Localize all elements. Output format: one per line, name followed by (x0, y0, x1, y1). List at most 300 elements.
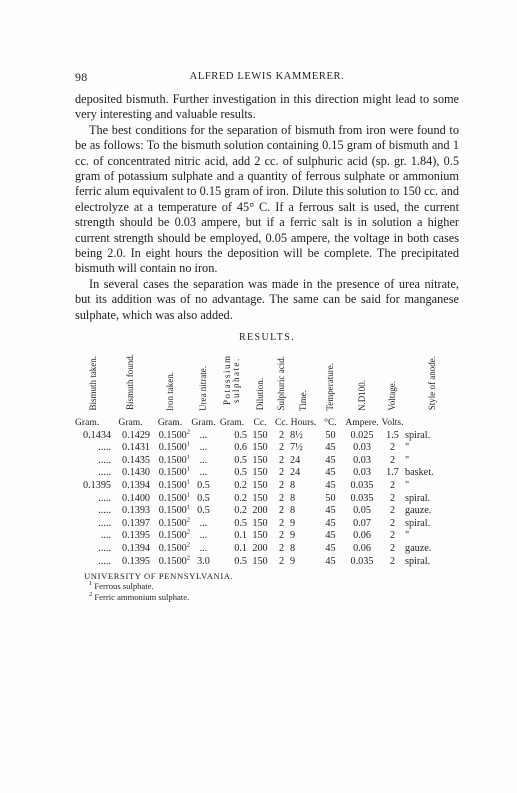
cell-value: 0.1500 (158, 543, 187, 555)
table-cell (290, 467, 317, 480)
table-cell (190, 556, 217, 569)
table-cell (247, 556, 273, 569)
footnote-text: Ferric ammonium sulphate. (94, 592, 190, 603)
cell-value: 0.5 (234, 454, 247, 466)
cell-value: 150 (252, 480, 268, 492)
table-cell (317, 480, 344, 493)
cell-value: 2 (389, 492, 396, 504)
table-cell (290, 480, 317, 493)
cell-value: 1.7 (386, 467, 399, 479)
table-cell (111, 455, 150, 468)
cell-value: ... (199, 530, 208, 542)
table-cell (317, 530, 344, 543)
table-cell (247, 505, 273, 518)
cell-value: 0.1500 (158, 442, 187, 454)
table-cell (344, 493, 380, 506)
table-cell (317, 556, 344, 569)
cell-value: 0.1500 (158, 505, 187, 517)
table-cell (217, 543, 247, 556)
cell-value: 0.1 (234, 543, 247, 555)
cell-value: 9 (290, 555, 296, 567)
table-cell (344, 543, 380, 556)
footnote-1 (89, 581, 459, 592)
cell-value: 0.5 (197, 505, 210, 517)
table-cell (190, 518, 217, 531)
page-number: 98 (75, 70, 88, 84)
cell-value: 2 (278, 543, 285, 555)
table-cell (150, 455, 190, 468)
cell-value: gauze. (405, 505, 432, 517)
table-cell (217, 467, 247, 480)
cell-value: 2 (389, 543, 396, 555)
cell-value: 0.03 (353, 454, 371, 466)
footnote-mark: 2 (89, 591, 93, 599)
unit-label: Cc. (253, 417, 267, 429)
footnote-ref: 1 (186, 466, 190, 474)
cell-value: 45 (325, 480, 336, 492)
footnote-mark: 1 (89, 580, 93, 588)
table-cell (273, 530, 290, 543)
table-row (75, 556, 459, 569)
cell-value: " (405, 454, 410, 466)
cell-value: ..... (98, 467, 111, 479)
table-cell (273, 493, 290, 506)
cell-value: ... (199, 467, 208, 479)
table-cell (75, 505, 111, 518)
cell-value: 50 (325, 429, 336, 441)
unit-label: Ampere. (345, 417, 379, 429)
cell-value: " (405, 530, 410, 542)
table-cell (150, 442, 190, 455)
cell-value: 0.1431 (121, 442, 150, 454)
table-cell (111, 430, 150, 443)
cell-value: 2 (278, 492, 285, 504)
table-cell (380, 493, 405, 506)
table-cell (190, 480, 217, 493)
cell-value: 8 (290, 543, 296, 555)
cell-value: 0.5 (197, 492, 210, 504)
column-header-label: Bismuth found. (125, 354, 135, 411)
table-cell (380, 455, 405, 468)
cell-value: 0.1430 (121, 467, 150, 479)
table-cell (273, 455, 290, 468)
cell-value: 7½ (290, 442, 303, 454)
table-cell (217, 518, 247, 531)
column-header (344, 347, 380, 415)
table-cell (290, 442, 317, 455)
table-cell (380, 543, 405, 556)
cell-value: 0.1395 (82, 480, 111, 492)
table-cell (344, 556, 380, 569)
table-cell (75, 455, 111, 468)
footnote-ref: 1 (186, 453, 190, 461)
table-cell (273, 467, 290, 480)
table-cell (405, 543, 459, 556)
table-cell (217, 505, 247, 518)
table-cell (111, 530, 150, 543)
table-cell (111, 505, 150, 518)
cell-value: 0.5 (234, 517, 247, 529)
cell-value: 150 (252, 454, 268, 466)
cell-value: " (405, 480, 410, 492)
table-cell (150, 518, 190, 531)
cell-value: 2 (389, 480, 396, 492)
cell-value: ..... (98, 543, 111, 555)
column-header (317, 347, 344, 415)
table-cell (111, 442, 150, 455)
column-header-label: N.D100. (356, 379, 367, 411)
cell-value: 0.1400 (121, 492, 150, 504)
table-cell (111, 493, 150, 506)
table-cell (344, 518, 380, 531)
table-cell (75, 442, 111, 455)
table-cell (150, 467, 190, 480)
footnote-ref: 2 (186, 554, 190, 562)
column-header (290, 347, 317, 415)
cell-value: ... (199, 429, 208, 441)
cell-value: 45 (325, 467, 336, 479)
table-cell (380, 518, 405, 531)
unit-label: °C. (324, 417, 337, 429)
footnote-ref: 1 (186, 478, 190, 486)
unit-label: Gram. (219, 417, 245, 429)
column-header-label: Time. (298, 389, 308, 411)
cell-value: 8 (290, 492, 296, 504)
table-cell (75, 480, 111, 493)
table-cell (405, 493, 459, 506)
column-header (273, 347, 290, 415)
column-header-label: Sulphuric acid. (276, 356, 286, 411)
cell-value: 45 (325, 555, 336, 567)
cell-value: 2 (278, 555, 285, 567)
column-header (75, 347, 111, 415)
cell-value: 0.2 (234, 505, 247, 517)
affiliation: UNIVERSITY OF PENNSYLVANIA. (84, 571, 234, 582)
table-cell (380, 480, 405, 493)
table-cell (247, 430, 273, 443)
table-cell (190, 505, 217, 518)
table-cell (75, 518, 111, 531)
cell-value: 0.6 (234, 442, 247, 454)
cell-value: 2 (278, 505, 285, 517)
table-cell (247, 493, 273, 506)
table-cell (217, 442, 247, 455)
cell-value: 0.07 (353, 517, 371, 529)
cell-value: ..... (98, 555, 111, 567)
cell-value: 8 (290, 480, 296, 492)
running-title: ALFRED LEWIS KAMMERER. (189, 71, 345, 82)
cell-value: 150 (252, 530, 268, 542)
cell-value: 0.5 (234, 467, 247, 479)
footnote-2 (89, 592, 459, 603)
cell-value: 0.1500 (158, 480, 187, 492)
paragraph-2: The best conditions for the separation of bismuth from iron were found to be as follows: To the bismuth solution containing 0.15 gram of bismuth and 1 cc. of concentrated nitric acid, add 2 cc. of sulphuric acid (sp. gr. 1.84), 0.5 gram of potassium sulphate and a quantity of ferrous sulphate or ammonium ferric alum equivalent to 0.15 gram of iron. Dilute this solution to 150 cc. and electrolyze at a temperature of 45° C. If a ferrous salt is used, the current strength should be 0.03 ampere, but if a ferric salt is in solution a higher current strength should be employed, 0.05 ampere, the voltage in both cases being 2.0. In eight hours the deposition will be complete. The precipitated bismuth will contain no iron. (75, 122, 459, 276)
table-cell (290, 556, 317, 569)
table-cell (317, 430, 344, 443)
footnote-ref: 2 (186, 516, 190, 524)
cell-value: 150 (252, 467, 268, 479)
column-header-label: Potassium sulphate. (222, 354, 241, 405)
table-cell (273, 543, 290, 556)
cell-value: 2 (278, 517, 285, 529)
table-cell (247, 530, 273, 543)
cell-value: 3.0 (197, 555, 210, 567)
cell-value: 0.06 (353, 530, 371, 542)
footnote-ref: 1 (186, 440, 190, 448)
cell-value: 0.1434 (82, 429, 111, 441)
table-cell (273, 518, 290, 531)
table-row (75, 518, 459, 531)
table-cell (273, 556, 290, 569)
column-header-label: Temperature. (325, 362, 335, 411)
table-cell (273, 430, 290, 443)
cell-value: 0.1435 (121, 454, 150, 466)
column-header-label: Iron taken. (164, 371, 175, 411)
cell-value: 0.2 (234, 492, 247, 504)
cell-value: 2 (278, 454, 285, 466)
table-cell (380, 430, 405, 443)
cell-value: 0.1429 (121, 429, 150, 441)
table-cell (405, 455, 459, 468)
results-table (75, 347, 459, 568)
table-cell (273, 505, 290, 518)
table-cell (317, 505, 344, 518)
cell-value: 9 (290, 530, 296, 542)
table-cell (217, 430, 247, 443)
table-cell (317, 467, 344, 480)
table-cell (150, 556, 190, 569)
table-cell (150, 493, 190, 506)
cell-value: 0.05 (353, 505, 371, 517)
cell-value: spiral. (405, 517, 431, 529)
table-row (75, 505, 459, 518)
table-cell (405, 530, 459, 543)
cell-value: 1.5 (386, 429, 399, 441)
cell-value: 150 (252, 429, 268, 441)
cell-value: ..... (98, 454, 111, 466)
table-cell (405, 430, 459, 443)
table-cell (405, 556, 459, 569)
table-cell (405, 467, 459, 480)
table-cell (290, 493, 317, 506)
table-cell (247, 467, 273, 480)
table-cell (150, 430, 190, 443)
cell-value: 2 (389, 442, 396, 454)
table-cell (317, 493, 344, 506)
footnote-text: Ferrous sulphate. (94, 581, 154, 592)
table-cell (290, 505, 317, 518)
column-header-label: Dilution. (254, 378, 265, 411)
cell-value: " (405, 442, 410, 454)
table-cell (317, 543, 344, 556)
table-cell (290, 455, 317, 468)
table-cell (317, 455, 344, 468)
cell-value: 45 (325, 454, 336, 466)
cell-value: 24 (290, 467, 301, 479)
table-row (75, 442, 459, 455)
table-cell (150, 530, 190, 543)
cell-value: 45 (325, 442, 336, 454)
cell-value: 0.1500 (158, 454, 187, 466)
table-cell (111, 543, 150, 556)
table-cell (190, 467, 217, 480)
table-cell (111, 518, 150, 531)
cell-value: 2 (278, 480, 285, 492)
table-cell (344, 467, 380, 480)
cell-value: ... (199, 442, 208, 454)
cell-value: gauze. (405, 543, 432, 555)
table-cell (405, 505, 459, 518)
unit-label: Volts. (381, 417, 404, 429)
table-cell (290, 530, 317, 543)
cell-value: 0.035 (350, 480, 374, 492)
table-cell (150, 480, 190, 493)
table-cell (75, 467, 111, 480)
column-header (111, 347, 150, 415)
cell-value: 0.1500 (158, 492, 187, 504)
results-title: RESULTS. (238, 332, 296, 344)
table-row (75, 480, 459, 493)
table-cell (380, 530, 405, 543)
cell-value: 0.1500 (158, 517, 187, 529)
cell-value: 0.035 (350, 492, 374, 504)
cell-value: 0.1394 (121, 480, 150, 492)
cell-value: 150 (252, 555, 268, 567)
table-cell (75, 530, 111, 543)
cell-value: 45 (325, 543, 336, 555)
table-cell (190, 493, 217, 506)
cell-value: 8½ (290, 429, 303, 441)
unit-label: Hours. (290, 417, 317, 429)
cell-value: basket. (405, 467, 434, 479)
table-cell (344, 505, 380, 518)
column-header (217, 347, 247, 415)
cell-value: 9 (290, 517, 296, 529)
table-cell (317, 442, 344, 455)
table-row (75, 493, 459, 506)
table-cell (190, 543, 217, 556)
table-row (75, 455, 459, 468)
table-cell (247, 480, 273, 493)
table-cell (290, 543, 317, 556)
cell-value: 150 (252, 517, 268, 529)
cell-value: 0.1500 (158, 555, 187, 567)
table-cell (380, 467, 405, 480)
column-header-label: Style of anode. (426, 356, 437, 411)
cell-value: 0.5 (234, 555, 247, 567)
cell-value: 8 (290, 505, 296, 517)
page-header (75, 70, 459, 88)
cell-value: ... (199, 454, 208, 466)
cell-value: 0.03 (353, 467, 371, 479)
table-cell (217, 493, 247, 506)
table-cell (380, 442, 405, 455)
cell-value: ... (199, 543, 208, 555)
cell-value: ... (199, 517, 208, 529)
table-row (75, 467, 459, 480)
cell-value: 0.06 (353, 543, 371, 555)
cell-value: 0.1397 (121, 517, 150, 529)
cell-value: 2 (278, 429, 285, 441)
cell-value: 0.1393 (121, 505, 150, 517)
cell-value: 0.03 (353, 442, 371, 454)
cell-value: 150 (252, 442, 268, 454)
table-cell (247, 518, 273, 531)
cell-value: .... (100, 530, 111, 542)
cell-value: 0.035 (350, 555, 374, 567)
table-cell (217, 530, 247, 543)
page (75, 70, 459, 603)
cell-value: ..... (98, 442, 111, 454)
cell-value: 0.1500 (158, 467, 187, 479)
column-header (150, 347, 190, 415)
table-cell (150, 505, 190, 518)
table-cell (217, 455, 247, 468)
table-cell (111, 480, 150, 493)
table-cell (190, 442, 217, 455)
column-header (247, 347, 273, 415)
column-header (380, 347, 405, 415)
cell-value: 2 (389, 555, 396, 567)
column-header-label: Bismuth taken. (87, 356, 98, 411)
cell-value: 0.1395 (121, 530, 150, 542)
unit-label: Gram. (191, 417, 216, 429)
table-cell (217, 480, 247, 493)
table-cell (190, 455, 217, 468)
cell-value: 0.1394 (121, 543, 150, 555)
footnote-ref: 2 (186, 541, 190, 549)
unit-label (405, 415, 459, 430)
cell-value: 200 (252, 543, 268, 555)
cell-value: 0.5 (197, 480, 210, 492)
cell-value: 0.1500 (158, 530, 187, 542)
unit-label: Cc. (274, 417, 289, 429)
table-row (75, 543, 459, 556)
table-cell (405, 480, 459, 493)
table-cell (380, 556, 405, 569)
cell-value: 150 (252, 492, 268, 504)
cell-value: 2 (389, 505, 396, 517)
unit-label: Gram. (75, 417, 100, 429)
unit-label: Gram. (118, 417, 143, 429)
paragraph-1: deposited bismuth. Further investigation in this direction might lead to some very interesting and valuable results. (75, 92, 459, 122)
paragraph-3: In several cases the separation was made in the presence of urea nitrate, but its addition was of no advantage. The same can be said for manganese sulphate, which was also added. (75, 276, 459, 322)
column-header-label: Voltage. (387, 380, 397, 411)
cell-value: 2 (278, 467, 285, 479)
table-cell (380, 505, 405, 518)
cell-value: ..... (98, 517, 111, 529)
table-cell (217, 556, 247, 569)
table-cell (75, 493, 111, 506)
column-header-label: Urea nitrate. (198, 365, 208, 411)
table-cell (75, 556, 111, 569)
cell-value: 0.1395 (121, 555, 150, 567)
table-cell (247, 543, 273, 556)
table-cell (344, 430, 380, 443)
table-row (75, 530, 459, 543)
cell-value: 2 (278, 442, 285, 454)
table-cell (247, 455, 273, 468)
table-cell (344, 455, 380, 468)
cell-value: 2 (278, 530, 285, 542)
cell-value: 2 (389, 454, 396, 466)
table-cell (190, 430, 217, 443)
table-cell (111, 556, 150, 569)
table-cell (317, 518, 344, 531)
cell-value: ..... (98, 505, 111, 517)
cell-value: 2 (389, 517, 396, 529)
column-header (190, 347, 217, 415)
